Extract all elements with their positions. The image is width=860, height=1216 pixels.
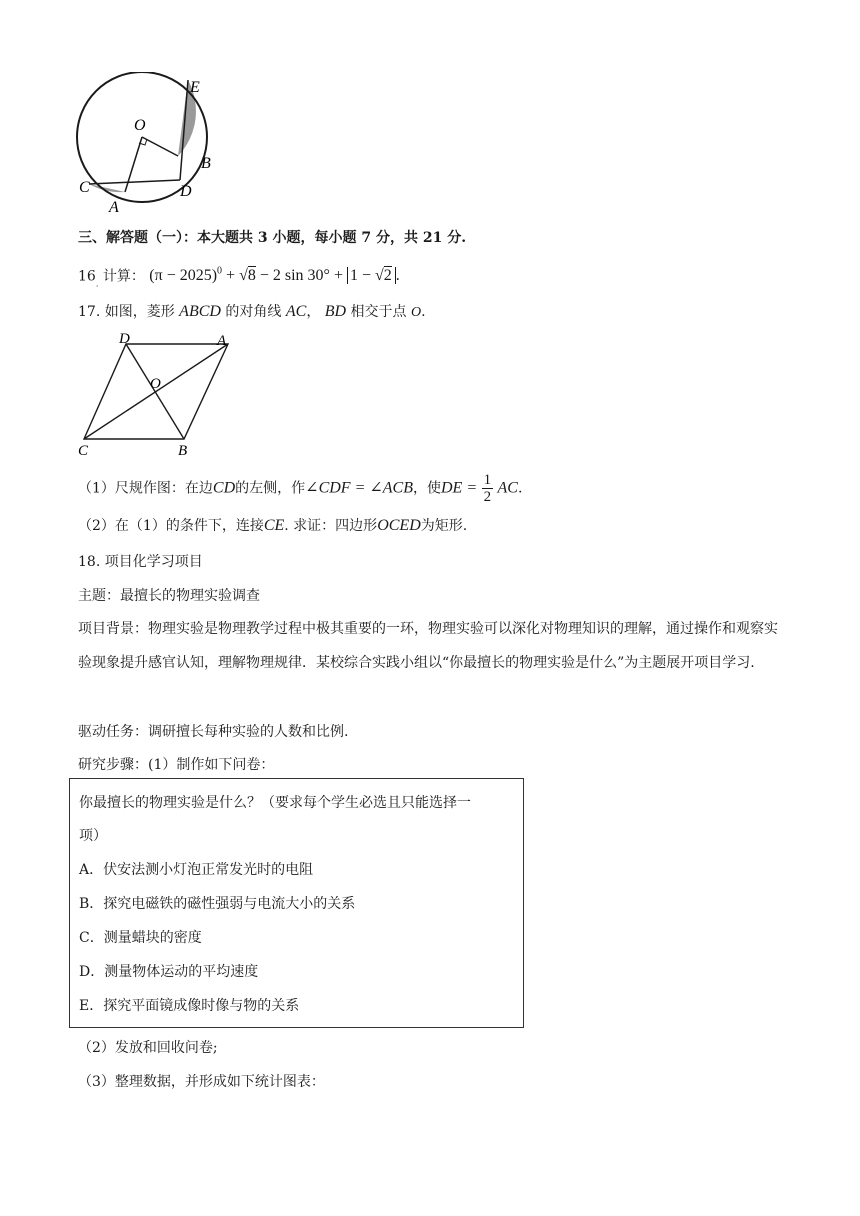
question-18-step3: （3）整理数据，并形成如下统计图表： [78,1074,325,1090]
fraction-half: $\frac{1}{2}$ [483,472,492,505]
question-17-part1: （1）尺规作图：在边CD的左侧，作∠CDF = ∠ACB，使DE = $\frac{1}{2}$ AC. [78,472,523,505]
q16-expr: $(\pi - 2025)^0 + √8 - 2$ sin 30° + 1 − √2 . [149,266,400,285]
circle-figure [70,72,230,217]
label-o: O [150,376,161,392]
label-e: E [190,79,200,96]
label-b: B [201,155,211,172]
label-a: A [217,333,227,349]
questionnaire-option-e: E．探究平面镜成像时像与物的关系 [79,998,300,1014]
question-18-step2: （2）发放和回收问卷; [78,1040,218,1056]
questionnaire-option-a: A．伏安法测小灯泡正常发光时的电阻 [79,862,314,878]
label-c: C [79,179,90,196]
label-a: A [109,199,119,216]
questionnaire-option-c: C．测量蜡块的密度 [79,930,202,946]
question-18-theme: 主题：最擅长的物理实验调查 [78,588,260,604]
q16-number: 16 [78,268,96,285]
questionnaire-question-line2: 项） [79,828,107,844]
q16-label: 计算： [102,268,145,285]
section-heading: 三、解答题（一）：本大题共 3 小题，每小题 7 分，共 21 分. [78,230,467,246]
questionnaire-question-line1: 你最擅长的物理实验是什么？（要求每个学生必选且只能选择一 [79,795,471,811]
questionnaire-box [69,778,524,1028]
questionnaire-option-d: D．测量物体运动的平均速度 [79,964,259,980]
label-d: D [119,331,130,347]
questionnaire-option-b: B．探究电磁铁的磁性强弱与电流大小的关系 [79,896,356,912]
label-o: O [134,117,146,134]
question-18-steps: 研究步骤：(1）制作如下问卷： [78,757,275,773]
question-17-part2: （2）在（1）的条件下，连接CE. 求证：四边形OCED为矩形. [78,517,468,534]
label-b: B [178,443,188,458]
question-17-intro: 17. 如图，菱形 ABCD 的对角线 AC， BD 相交于点 O. [78,303,426,320]
label-d: D [180,183,192,200]
rhombus-figure [74,331,244,458]
question-16: $16_.$ 计算： $(\pi - 2025)^0 + √8 - 2$ sin 30° + 1 − √2 . [78,266,400,289]
question-18-task: 驱动任务：调研擅长每种实验的人数和比例. [78,724,349,740]
label-c: C [78,443,89,458]
question-18-title: 18. 项目化学习项目 [78,554,203,570]
question-18-background: 项目背景：物理实验是物理教学过程中极其重要的一环，物理实验可以深化对物理知识的理解，通过操作和观察实验现象提升感官认知，理解物理规律．某校综合实践小组以“你最擅长的物理实验是什么”为主题展开项目学习. [78,621,778,671]
